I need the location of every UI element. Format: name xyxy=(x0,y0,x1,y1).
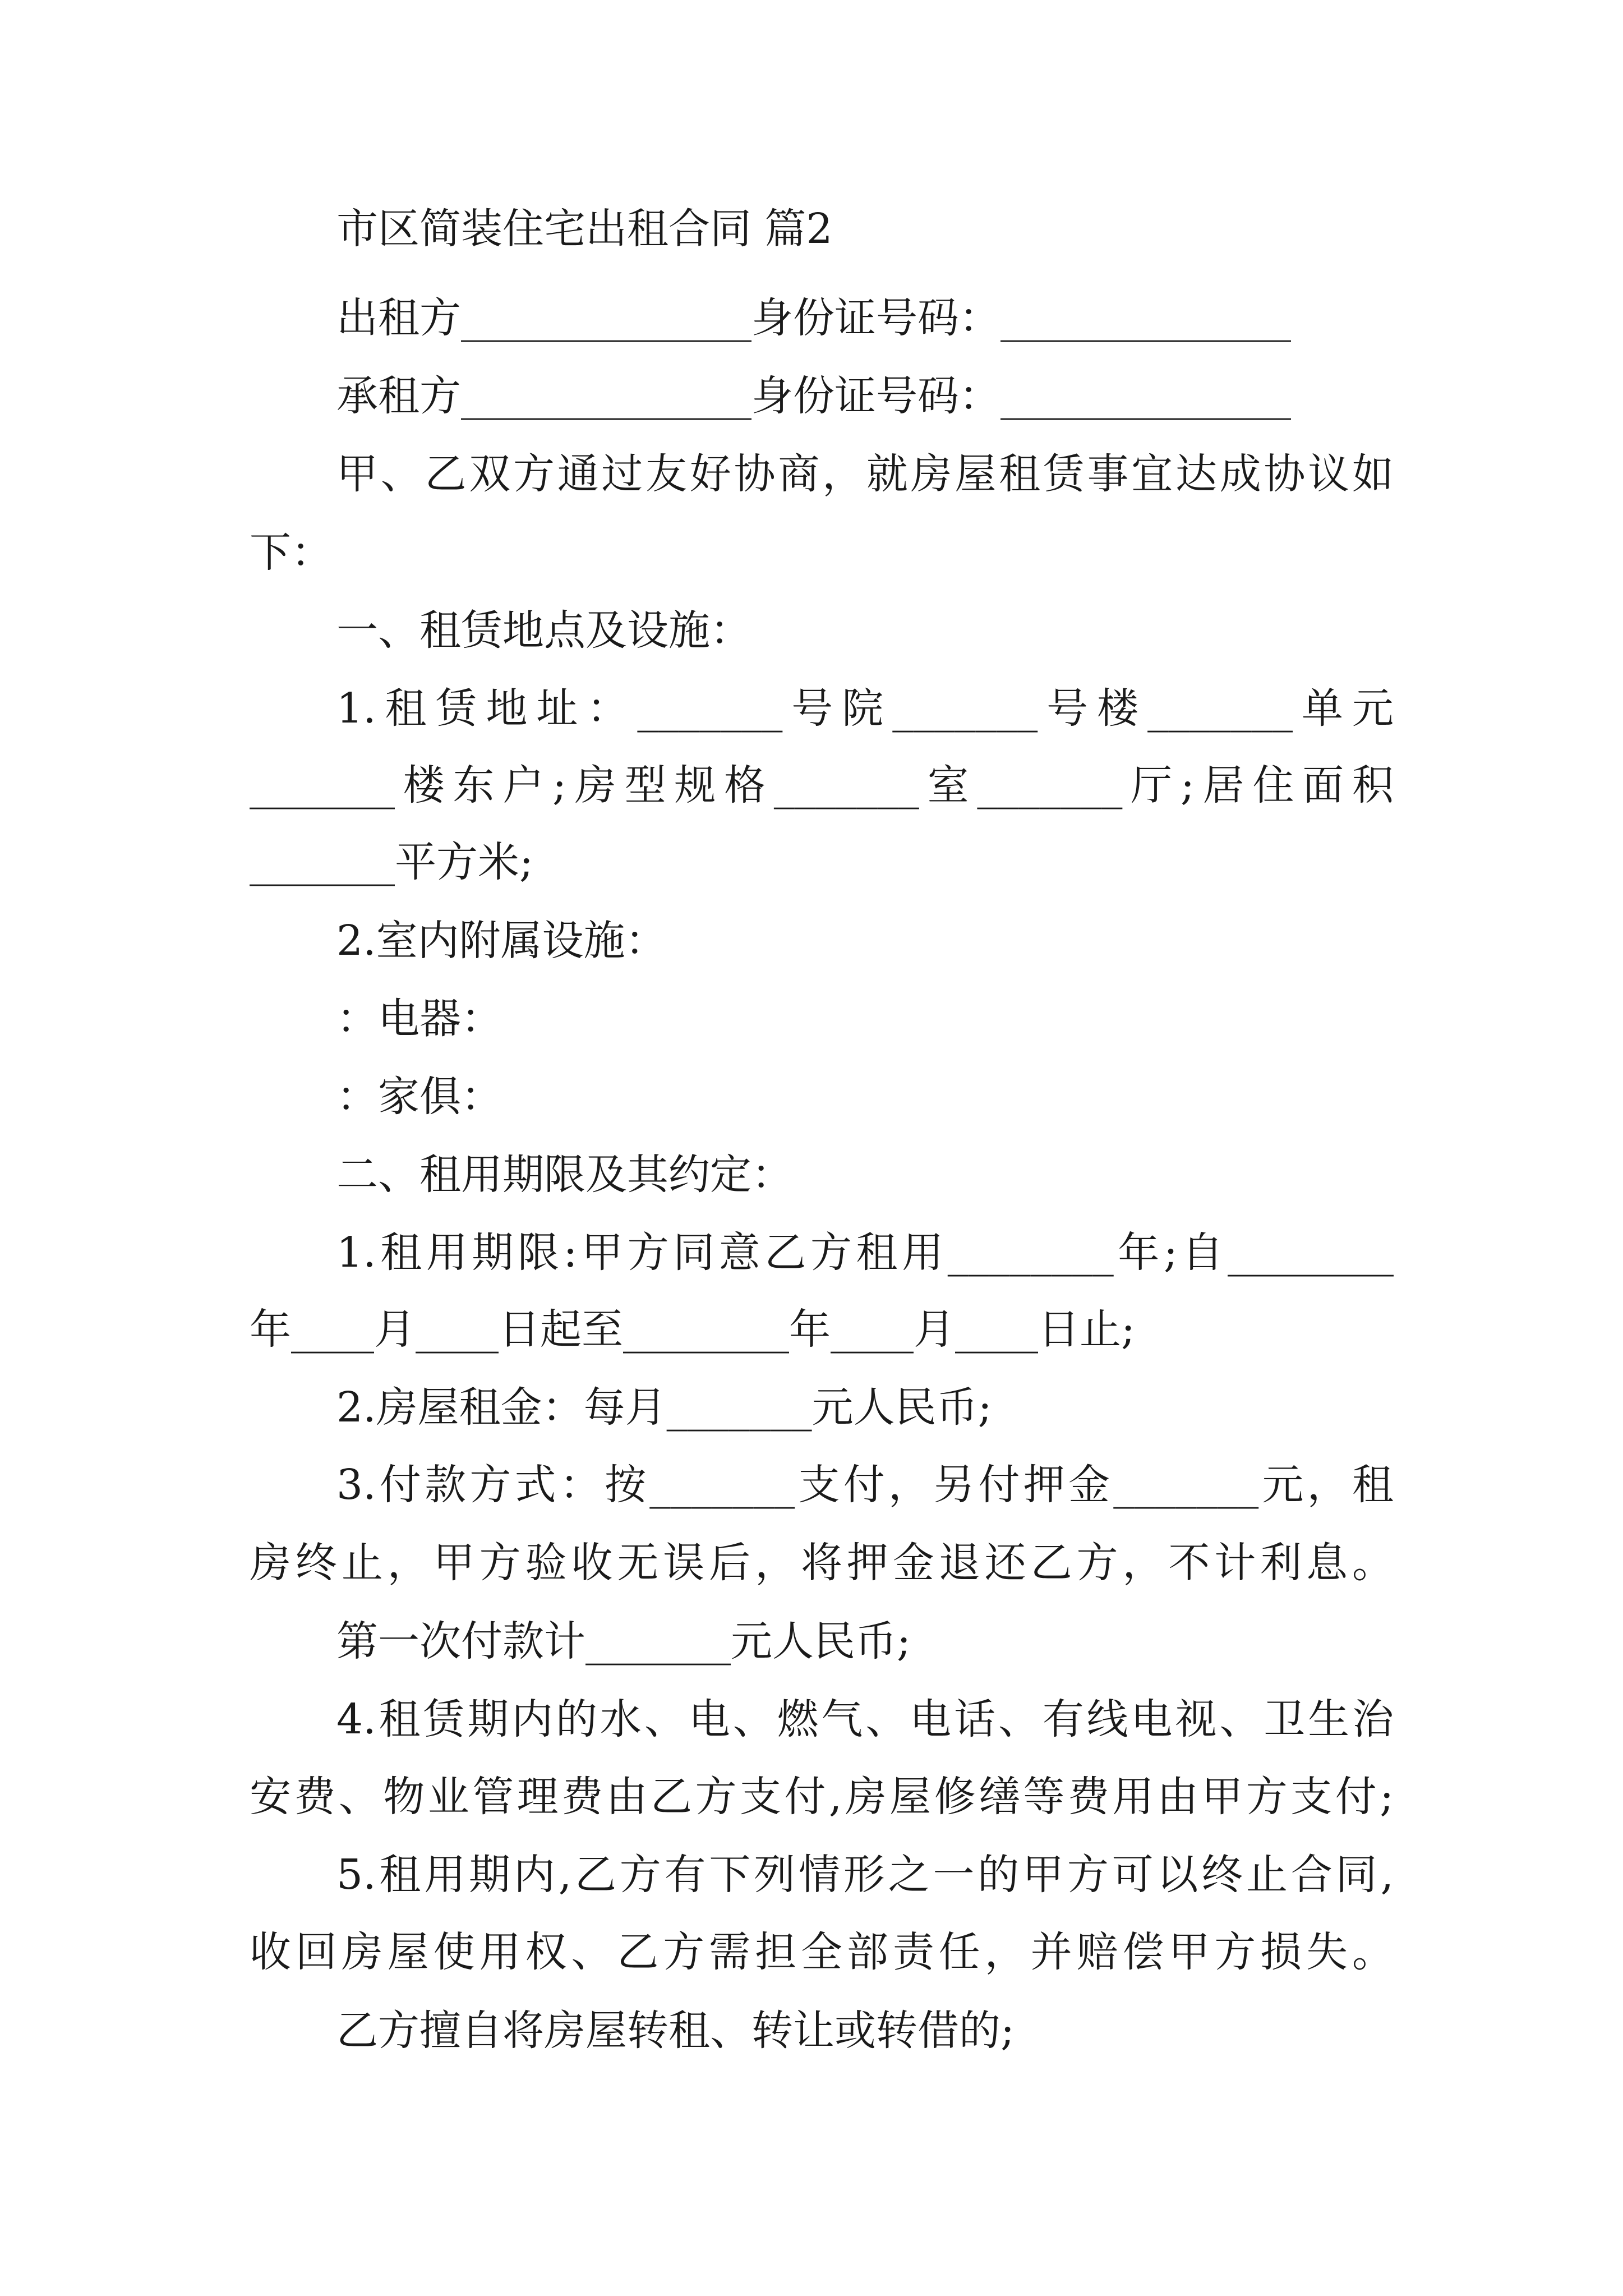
clause-line: 5.租用期内,乙方有下列情形之一的甲方可以终止合同, xyxy=(336,1851,1394,1899)
document-title: 市区简装住宅出租合同 篇2 xyxy=(336,205,833,253)
clause-line: 1.租用期限:甲方同意乙方租用________年;自________ xyxy=(336,1228,1394,1277)
clause-line: 乙方擅自将房屋转租、转让或转借的; xyxy=(336,2007,1015,2055)
clause-line: 3.付款方式：按_______支付，另付押金_______元，租 xyxy=(336,1461,1394,1509)
lessee-line: 承租方______________身份证号码：______________ xyxy=(336,372,1291,420)
clause-line: 2.室内附属设施： xyxy=(336,917,667,965)
clause-line: 1.租赁地址：_______号院_______号楼_______单元 xyxy=(336,684,1394,733)
clause-line: ：电器： xyxy=(336,995,502,1043)
clause-line: 收回房屋使用权、乙方需担全部责任，并赔偿甲方损失。 xyxy=(250,1928,1394,1976)
clause-line: 第一次付款计_______元人民币; xyxy=(336,1617,911,1665)
clause-line: 房终止，甲方验收无误后，将押金退还乙方，不计利息。 xyxy=(250,1539,1394,1587)
section-heading: 二、租用期限及其约定： xyxy=(336,1151,793,1199)
clause-line: 4.租赁期内的水、电、燃气、电话、有线电视、卫生治 xyxy=(336,1695,1394,1743)
clause-line: 2.房屋租金：每月_______元人民币; xyxy=(336,1383,992,1432)
section-heading: 一、租赁地点及设施： xyxy=(336,606,751,655)
preamble-line: 甲、乙双方通过友好协商，就房屋租赁事宜达成协议如 xyxy=(336,450,1394,498)
lessor-line: 出租方______________身份证号码：______________ xyxy=(336,294,1291,342)
clause-line: _______楼东户;房型规格_______室_______厅;居住面积 xyxy=(250,761,1394,809)
preamble-line-cont: 下： xyxy=(250,528,333,577)
clause-line: 年____月____日起至________年____月____日止; xyxy=(250,1305,1135,1354)
clause-line: ：家俱： xyxy=(336,1073,502,1121)
clause-line: _______平方米; xyxy=(250,838,533,886)
clause-line: 安费、物业管理费由乙方支付,房屋修缮等费用由甲方支付; xyxy=(250,1773,1394,1821)
